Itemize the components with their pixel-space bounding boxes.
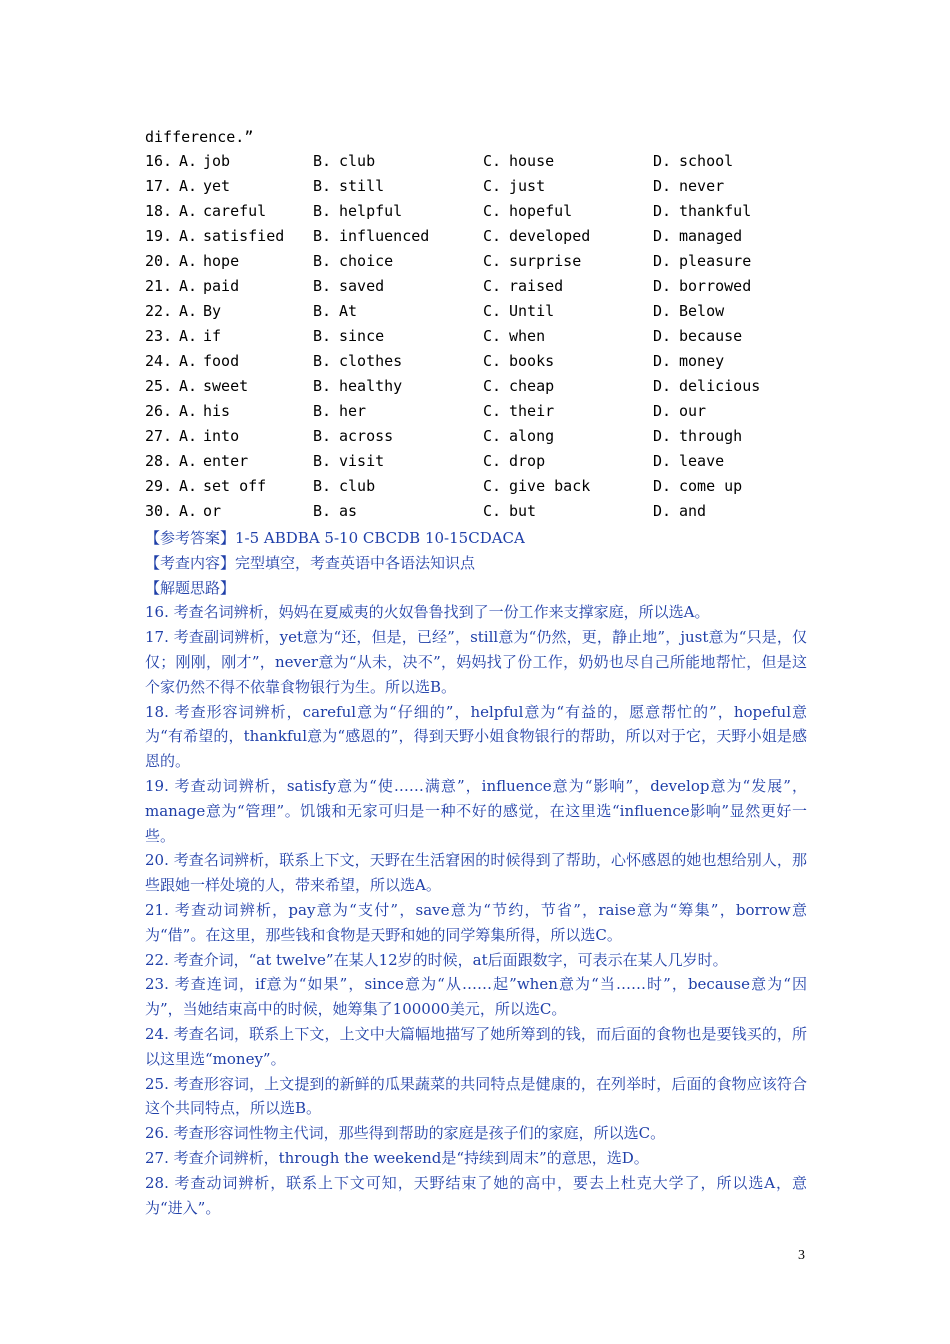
question-number: 26.: [145, 402, 173, 420]
option-letter-d: D.: [653, 377, 672, 395]
option-c: cheap: [509, 377, 555, 395]
option-letter-d: D.: [653, 277, 672, 295]
question-number: 20.: [145, 252, 173, 270]
option-d: school: [679, 152, 734, 170]
option-d: because: [679, 327, 743, 345]
option-a: if: [203, 327, 222, 345]
option-letter-d: D.: [653, 227, 672, 245]
question-number: 18.: [145, 202, 173, 220]
question-number: 25.: [145, 377, 173, 395]
option-a: By: [203, 302, 222, 320]
option-letter-a: A.: [179, 152, 198, 170]
explanation-item: 24. 考查名词，联系上下文，上文中大篇幅地描写了她所筹到的钱，而后面的食物也是要钱买的，所以这里选“money”。: [145, 1024, 807, 1068]
option-b: healthy: [339, 377, 403, 395]
option-letter-a: A.: [179, 477, 198, 495]
question-number: 16.: [145, 152, 173, 170]
option-c: raised: [509, 277, 564, 295]
option-letter-c: C.: [483, 352, 502, 370]
option-letter-a: A.: [179, 352, 198, 370]
explanation-item: 16. 考查名词辨析，妈妈在夏威夷的火奴鲁鲁找到了一份工作来支撑家庭，所以选A。: [145, 603, 710, 622]
option-c: Until: [509, 302, 555, 320]
option-letter-d: D.: [653, 477, 672, 495]
option-letter-d: D.: [653, 452, 672, 470]
option-d: come up: [679, 477, 743, 495]
option-d: and: [679, 502, 707, 520]
option-a: job: [203, 152, 231, 170]
option-letter-a: A.: [179, 377, 198, 395]
option-letter-b: B.: [313, 277, 332, 295]
option-c: drop: [509, 452, 546, 470]
option-b: helpful: [339, 202, 403, 220]
option-c: books: [509, 352, 555, 370]
explanation-item: 20. 考查名词辨析，联系上下文，天野在生活窘困的时候得到了帮助，心怀感恩的她也想给别人，那些跟她一样处境的人，带来希望，所以选A。: [145, 851, 807, 895]
option-b: as: [339, 502, 358, 520]
explanation-item: 23. 考查连词，if意为“如果”，since意为“从……起”when意为“当……时”，because意为“因为”，当她结束高中的时候，她筹集了100000美元，所以选C。: [145, 975, 807, 1019]
option-letter-b: B.: [313, 202, 332, 220]
option-letter-a: A.: [179, 502, 198, 520]
explanation-item: 18. 考查形容词辨析，careful意为“仔细的”，helpful意为“有益的，愿意帮忙的”，hopeful意为“有希望的，thankful意为“感恩的”，得到天野小姐食物银行的帮助，所以对于它，天野小姐是感恩的。: [145, 702, 807, 771]
passage-ending: difference.”: [145, 128, 254, 146]
option-letter-a: A.: [179, 252, 198, 270]
option-a: or: [203, 502, 222, 520]
option-letter-c: C.: [483, 152, 502, 170]
option-a: paid: [203, 277, 240, 295]
option-letter-c: C.: [483, 252, 502, 270]
option-letter-c: C.: [483, 502, 502, 520]
option-letter-c: C.: [483, 327, 502, 345]
option-c: give back: [509, 477, 591, 495]
question-number: 28.: [145, 452, 173, 470]
option-letter-a: A.: [179, 427, 198, 445]
option-b: club: [339, 152, 376, 170]
answer-key: 【参考答案】1-5 ABDBA 5-10 CBCDB 10-15CDACA: [145, 529, 525, 547]
option-a: set off: [203, 477, 267, 495]
option-b: since: [339, 327, 385, 345]
option-a: into: [203, 427, 240, 445]
option-c: developed: [509, 227, 591, 245]
question-number: 27.: [145, 427, 173, 445]
option-letter-a: A.: [179, 327, 198, 345]
page-number: 3: [798, 1248, 805, 1263]
option-letter-b: B.: [313, 252, 332, 270]
option-letter-b: B.: [313, 477, 332, 495]
option-c: just: [509, 177, 546, 195]
explanation-item: 28. 考查动词辨析，联系上下文可知，天野结束了她的高中，要去上杜克大学了，所以选A，意为“进入”。: [145, 1173, 807, 1217]
option-letter-b: B.: [313, 302, 332, 320]
option-letter-d: D.: [653, 402, 672, 420]
answer-analysis: [145, 526, 807, 1220]
option-d: managed: [679, 227, 743, 245]
option-d: our: [679, 402, 707, 420]
option-letter-d: D.: [653, 202, 672, 220]
option-letter-c: C.: [483, 302, 502, 320]
question-number: 17.: [145, 177, 173, 195]
approach-title: 【解题思路】: [145, 578, 236, 597]
option-c: but: [509, 502, 537, 520]
option-d: through: [679, 427, 743, 445]
option-d: leave: [679, 452, 725, 470]
explanation-item: 17. 考查副词辨析，yet意为“还，但是，已经”，still意为“仍然，更，静止地”，just意为“只是，仅仅；刚刚，刚才”，never意为“从未，决不”，妈妈找了份工作，奶奶也尽自己所能地帮忙，但是这个家仍然不得不依靠食物银行为生。所以选B。: [145, 628, 807, 696]
option-letter-a: A.: [179, 452, 198, 470]
question-number: 22.: [145, 302, 173, 320]
question-number: 30.: [145, 502, 173, 520]
option-d: never: [679, 177, 725, 195]
option-letter-b: B.: [313, 152, 332, 170]
option-letter-b: B.: [313, 427, 332, 445]
option-letter-c: C.: [483, 427, 502, 445]
option-letter-a: A.: [179, 277, 198, 295]
option-b: influenced: [339, 227, 430, 245]
option-c: when: [509, 327, 546, 345]
question-number: 19.: [145, 227, 173, 245]
option-c: house: [509, 152, 555, 170]
explanation-item: 22. 考查介词，“at twelve”在某人12岁的时候，at后面跟数字，可表示在某人几岁时。: [145, 950, 728, 969]
option-a: food: [203, 352, 240, 370]
option-letter-d: D.: [653, 502, 672, 520]
option-d: money: [679, 352, 725, 370]
question-number: 24.: [145, 352, 173, 370]
option-letter-c: C.: [483, 402, 502, 420]
option-letter-c: C.: [483, 277, 502, 295]
question-number: 23.: [145, 327, 173, 345]
option-b: At: [339, 302, 358, 320]
option-b: club: [339, 477, 376, 495]
option-letter-c: C.: [483, 452, 502, 470]
option-b: saved: [339, 277, 385, 295]
option-letter-d: D.: [653, 177, 672, 195]
option-letter-a: A.: [179, 227, 198, 245]
option-letter-d: D.: [653, 352, 672, 370]
option-a: his: [203, 402, 231, 420]
explanation-item: 27. 考查介词辨析，through the weekend是“持续到周末”的意思，选D。: [145, 1148, 649, 1167]
option-letter-b: B.: [313, 177, 332, 195]
explanation-item: 26. 考查形容词性物主代词，那些得到帮助的家庭是孩子们的家庭，所以选C。: [145, 1124, 666, 1143]
option-b: choice: [339, 252, 394, 270]
option-a: careful: [203, 202, 267, 220]
option-letter-b: B.: [313, 402, 332, 420]
option-d: thankful: [679, 202, 752, 220]
option-d: delicious: [679, 377, 761, 395]
option-letter-c: C.: [483, 377, 502, 395]
option-letter-b: B.: [313, 502, 332, 520]
option-a: yet: [203, 177, 231, 195]
option-letter-a: A.: [179, 177, 198, 195]
option-b: her: [339, 402, 367, 420]
option-letter-c: C.: [483, 227, 502, 245]
explanation-item: 21. 考查动词辨析，pay意为“支付”，save意为“节约，节省”，raise意为“筹集”，borrow意为“借”。在这里，那些钱和食物是天野和她的同学筹集所得，所以选C。: [145, 900, 807, 944]
option-b: visit: [339, 452, 385, 470]
option-letter-d: D.: [653, 302, 672, 320]
option-d: pleasure: [679, 252, 752, 270]
option-d: Below: [679, 302, 725, 320]
option-letter-d: D.: [653, 327, 672, 345]
option-letter-a: A.: [179, 402, 198, 420]
option-letter-a: A.: [179, 302, 198, 320]
option-letter-a: A.: [179, 202, 198, 220]
explanation-item: 25. 考查形容词，上文提到的新鲜的瓜果蔬菜的共同特点是健康的，在列举时，后面的食物应该符合这个共同特点，所以选B。: [145, 1074, 807, 1118]
option-letter-c: C.: [483, 177, 502, 195]
option-letter-b: B.: [313, 352, 332, 370]
option-letter-c: C.: [483, 477, 502, 495]
question-number: 21.: [145, 277, 173, 295]
option-letter-d: D.: [653, 252, 672, 270]
option-letter-b: B.: [313, 452, 332, 470]
option-letter-d: D.: [653, 427, 672, 445]
option-letter-b: B.: [313, 227, 332, 245]
option-a: sweet: [203, 377, 249, 395]
content-line: 【考查内容】完型填空，考查英语中各语法知识点: [145, 553, 476, 572]
option-c: surprise: [509, 252, 582, 270]
option-a: satisfied: [203, 227, 285, 245]
explanation-item: 19. 考查动词辨析，satisfy意为“使……满意”，influence意为“影响”，develop意为“发展”，manage意为“管理”。饥饿和无家可归是一种不好的感觉，在这里选“influence影响”显然更好一些。: [145, 776, 807, 845]
option-c: along: [509, 427, 555, 445]
option-letter-b: B.: [313, 327, 332, 345]
option-b: clothes: [339, 352, 403, 370]
option-letter-d: D.: [653, 152, 672, 170]
option-b: across: [339, 427, 394, 445]
option-c: hopeful: [509, 202, 573, 220]
question-number: 29.: [145, 477, 173, 495]
option-d: borrowed: [679, 277, 752, 295]
option-letter-b: B.: [313, 377, 332, 395]
option-b: still: [339, 177, 385, 195]
option-a: hope: [203, 252, 240, 270]
option-a: enter: [203, 452, 249, 470]
option-letter-c: C.: [483, 202, 502, 220]
option-c: their: [509, 402, 555, 420]
explanations: [145, 600, 807, 1220]
